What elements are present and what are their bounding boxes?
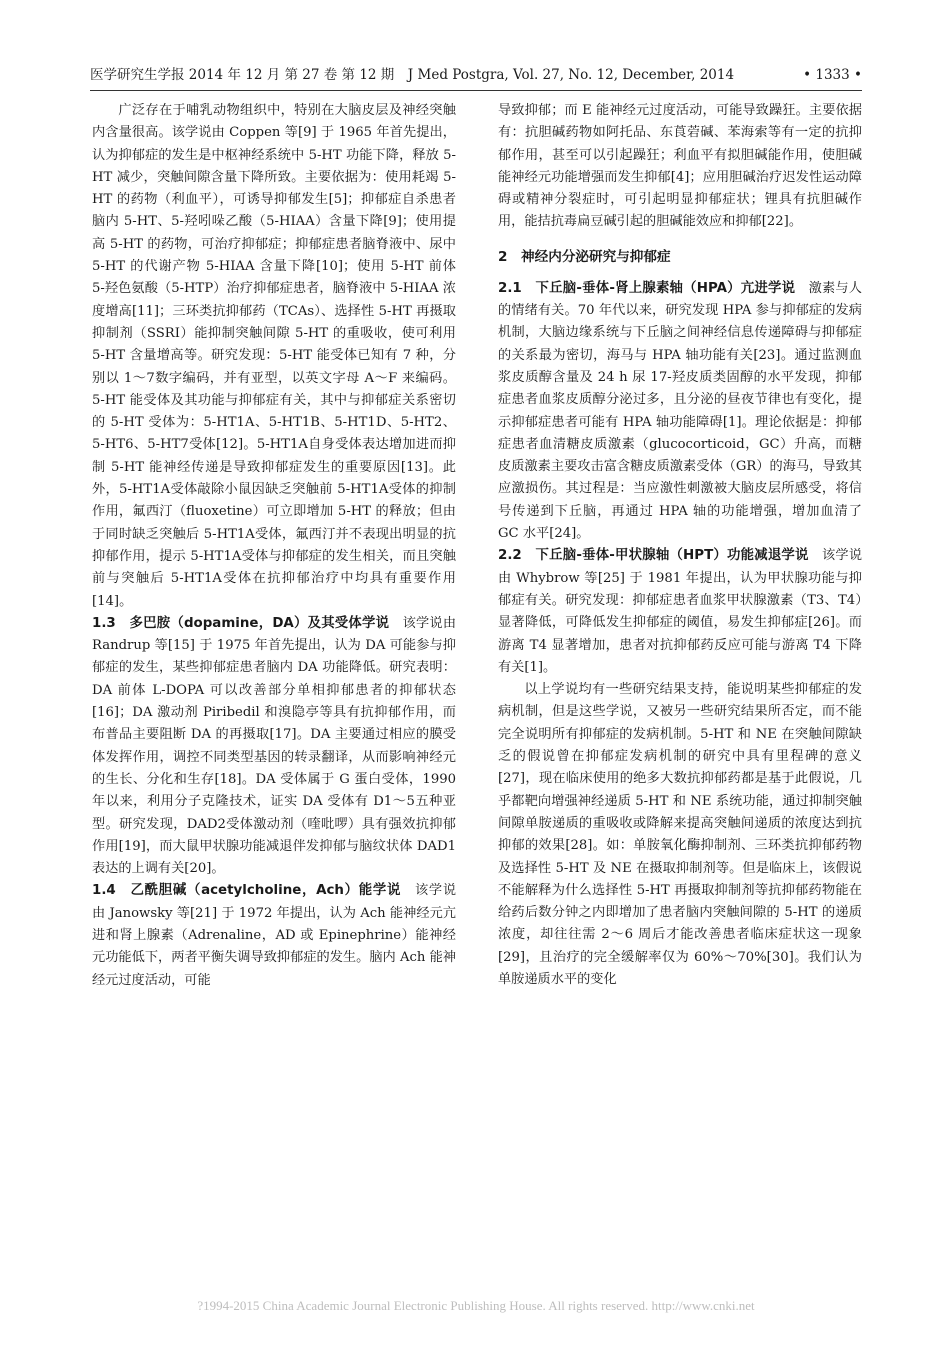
paragraph-5ht-theory: 广泛存在于哺乳动物组织中，特别在大脑皮层及神经突触内含量很高。该学说由 Coppen 等[9] 于 1965 年首先提出，认为抑郁症的发生是中枢神经系统中 5-HT 功能下降，释放 5-HT 减少，突触间隙含量下降所致。主要依据为：使用耗竭 5-HT 的药物（利血平），可诱导抑郁发生[5]；抑郁症自杀患者脑内 5-HT、5-羟吲哚乙酸（5-HIAA）含量下降[9]；使用提高 5-HT 的药物，可治疗抑郁症；抑郁症患者脑脊液中、尿中 5-HT 的代谢产物 5-HIAA 含量下降[10]；使用 5-HT 前体 5-羟色氨酸（5-HTP）治疗抑郁症患者，脑脊液中 5-HIAA 浓度增高[11]；三环类抗抑郁药（TCAs）、选择性 5-HT 再摄取抑制剂（SSRI）能抑制突触间隙 5-HT 的重吸收，使可利用 5-HT 含量增高等。研究发现：5-HT 能受体已知有 7 种，分别以 1～7数字编码，并有亚型，以英文字母 A～F 来编码。5-HT 能受体及其功能与抑郁症有关，其中与抑郁症关系密切的 5-HT 受体为：5-HT1A、5-HT1B、5-HT1D、5-HT2、5-HT6、5-HT7受体[12]。5-HT1A自身受体表达增加进而抑制 5-HT 能神经传递是导致抑郁症发生的重要原因[13]。此外，5-HT1A受体敲除小鼠因缺乏突触前 5-HT1A受体的抑制作用，氟西汀（fluoxetine）可立即增加 5-HT 的释放；但由于同时缺乏突触后 5-HT1A受体，氟西汀并不表现出明显的抗抑郁作用，提示 5-HT1A受体与抑郁症的发生相关，而且突触前与突触后 5-HT1A受体在抗抑郁治疗中均具有重要作用[14]。 [92,103,456,609]
running-header [90,64,862,86]
section-1-4-body: 该学说由 Janowsky 等[21] 于 1972 年提出，认为 Ach 能神经元亢进和肾上腺素（Adrenaline，AD 或 Epinephrine）能神经元功能低下，两者平衡失调导致抑郁症的发生。脑内 Ach 能神经元过度活动，可能 [92,883,457,988]
paragraph-ach-continued: 导致抑郁；而 E 能神经元过度活动，可能导致躁狂。主要依据有：抗胆碱药物如阿托品、东莨菪碱、苯海索等有一定的抗抑郁作用，甚至可以引起躁狂；利血平有拟胆碱能作用，使胆碱能神经元功能增强而发生抑郁[4]；应用胆碱治疗迟发性运动障碍或精神分裂症时，可引起明显抑郁症状；锂具有抗胆碱作用，能拮抗毒扁豆碱引起的胆碱能效应和抑郁[22]。 [498,103,862,230]
section-2-2-body: 该学说由 Whybrow 等[25] 于 1981 年提出，认为甲状腺功能与抑郁症有关。研究发现：抑郁症患者血浆甲状腺激素（T3、T4）显著降低，可降低发生抑郁症的阈值，易发生抑郁症[26]。而游离 T4 显著增加，患者对抗抑郁药反应可能与游离 T4 下降有关[1]。 [498,548,863,675]
journal-citation: 医学研究生学报 2014 年 12 月 第 27 卷 第 12 期 J Med Postgra, Vol. 27, No. 12, December, 2014 [90,67,735,83]
section-2-title: 2 神经内分泌研究与抑郁症 [498,248,671,265]
copyright-footer: ?1994-2015 China Academic Journal Electronic Publishing House. All rights reserved. http://www.cnki.net [197,1298,755,1313]
right-column [498,100,862,991]
section-2-2-title: 2.2 下丘脑-垂体-甲状腺轴（HPT）功能减退学说 [498,548,809,564]
section-1-4-title: 1.4 乙酰胆碱（acetylcholine，Ach）能学说 [92,883,402,899]
section-1-3-title: 1.3 多巴胺（dopamine，DA）及其受体学说 [92,615,390,631]
section-1-3-body: 该学说由 Randrup 等[15] 于 1975 年首先提出，认为 DA 可能参与抑郁症的发生，某些抑郁症患者脑内 DA 功能降低。研究表明：DA 前体 L-DOPA 可以改善部分单相抑郁患者的抑郁状态[16]；DA 激动剂 Piribedil 和溴隐亭等具有抗抑郁作用，而布普品主要阻断 DA 的再摄取[17]。DA 主要通过相应的膜受体发挥作用，调控不同类型基因的转录翻译，从而影响神经元的生长、分化和生存[18]。DA 受体属于 G 蛋白受体，1990 年以来，利用分子克隆技术，证实 DA 受体有 D1～5五种亚型。研究发现，DAD2受体激动剂（喹吡啰）具有强效抗抑郁作用[19]，而大鼠甲状腺功能减退伴发抑郁与脑纹状体 DAD1 表达的上调有关[20]。 [92,615,457,877]
paragraph-summary: 以上学说均有一些研究结果支持，能说明某些抑郁症的发病机制，但是这些学说，又被另一些研究结果所否定，而不能完全说明所有抑郁症的发病机制。5-HT 和 NE 在突触间隙缺乏的假说曾在抑郁症发病机制的研究中具有里程碑的意义[27]，现在临床使用的绝多大数抗抑郁药都是基于此假说，几乎都靶向增强神经递质 5-HT 和 NE 系统功能，通过抑制突触间隙单胺递质的重吸收或降解来提高突触间递质的浓度达到抗抑郁的效果[28]。如：单胺氧化酶抑制剂、三环类抗抑郁药物及选择性 5-HT 及 NE 在摄取抑制剂等。但是临床上，该假说不能解释为什么选择性 5-HT 再摄取抑制剂等抗抑郁药物能在给药后数分钟之内即增加了患者脑内突触间隙的 5-HT 的递质浓度，却往往需 2～6 周后才能改善患者临床症状这一现象[29]，且治疗的完全缓解率仅为 60%～70%[30]。我们认为单胺递质水平的变化 [498,682,862,987]
header-rule [90,90,862,91]
section-2-1-title: 2.1 下丘脑-垂体-肾上腺素轴（HPA）亢进学说 [498,280,796,296]
page-number: • 1333 • [803,67,862,83]
left-column [92,100,456,992]
section-2-1-body: 激素与人的情绪有关。70 年代以来，研究发现 HPA 参与抑郁症的发病机制，大脑边缘系统与下丘脑之间神经信息传递障碍与抑郁症的关系最为密切，海马与 HPA 轴功能有关[23]。通过监测血浆皮质醇含量及 24 h 尿 17-羟皮质类固醇的水平发现，抑郁症患者血浆皮质醇分泌过多，且分泌的昼夜节律也有变化，提示抑郁症患者可能有 HPA 轴功能障碍[1]。理论依据是：抑郁症患者血清糖皮质激素（glucocorticoid，GC）升高，而糖皮质激素主要攻击富含糖皮质激素受体（GR）的海马，导致其应激损伤。其过程是：当应激性刺激被大脑皮层所感受，将信号传递到下丘脑，再通过 HPA 轴的功能增强，增加血清了 GC 水平[24]。 [498,280,862,542]
